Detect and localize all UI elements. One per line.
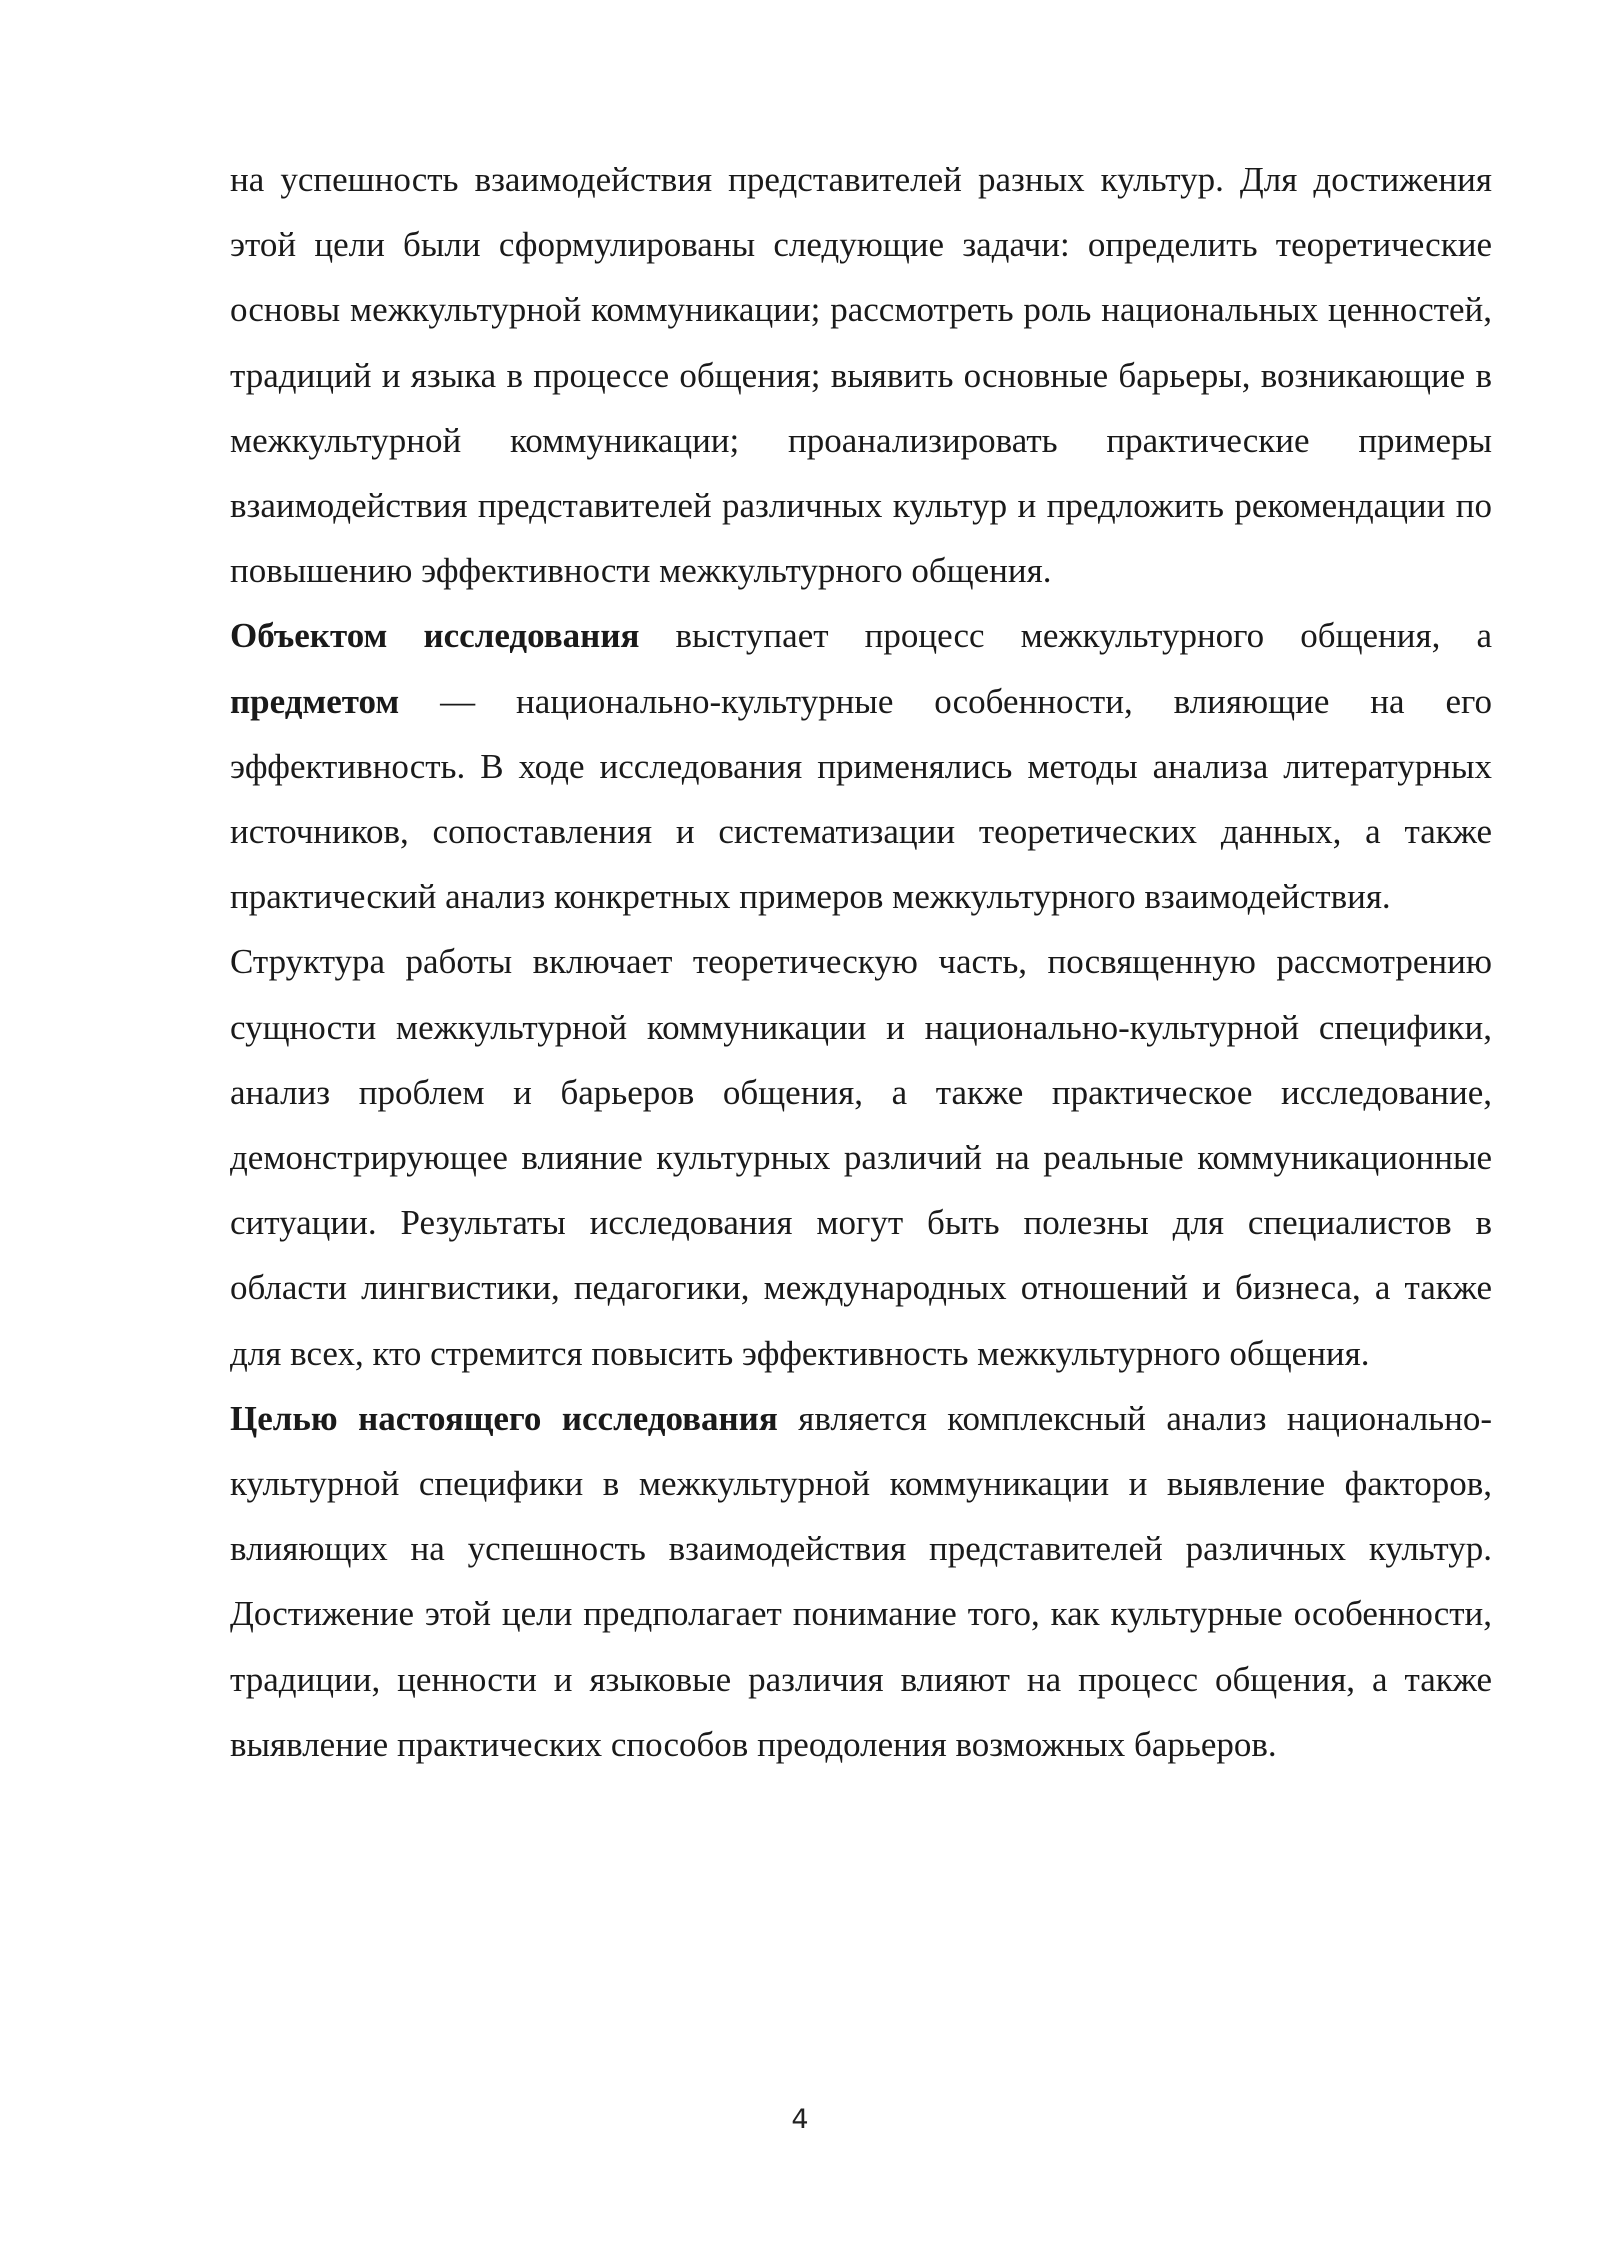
paragraph-structure bbox=[230, 929, 1492, 1385]
bold-term-goal: Целью настоящего исследования bbox=[230, 1398, 778, 1438]
paragraph-goal bbox=[230, 1386, 1492, 1777]
paragraph-text: — национально-культурные особенности, влияющие на его эффективность. В ходе исследования применялись методы анализа литературных источников, сопоставления и систематизации теоретических данных, а также практический анализ конкретных примеров межкультурного взаимодействия. bbox=[230, 681, 1492, 917]
paragraph-text: Структура работы включает теоретическую часть, посвященную рассмотрению сущности межкультурной коммуникации и национально-культурной специфики, анализ проблем и барьеров общения, а также практическое исследование, демонстрирующее влияние культурных различий на реальные коммуникационные ситуации. Результаты исследования могут быть полезны для специалистов в области лингвистики, педагогики, международных отношений и бизнеса, а также для всех, кто стремится повысить эффективность межкультурного общения. bbox=[230, 942, 1492, 1373]
paragraph-text: является комплексный анализ национально-культурной специфики в межкультурной коммуникации и выявление факторов, влияющих на успешность взаимодействия представителей различных культур. Достижение этой цели предполагает понимание того, как культурные особенности, традиции, ценности и языковые различия влияют на процесс общения, а также выявление практических способов преодоления возможных барьеров. bbox=[230, 1398, 1493, 1764]
paragraph-tasks bbox=[230, 147, 1492, 603]
body-text bbox=[230, 147, 1492, 1777]
paragraph-object-subject bbox=[230, 603, 1492, 929]
page-number: 4 bbox=[791, 2104, 809, 2135]
paragraph-text-middle: выступает процесс межкультурного общения, а bbox=[639, 616, 1493, 656]
paragraph-text: на успешность взаимодействия представителей разных культур. Для достижения этой цели были сформулированы следующие задачи: определить теоретические основы межкультурной коммуникации; рассмотреть роль национальных ценностей, традиций и языка в процессе общения; выявить основные барьеры, возникающие в межкультурной коммуникации; проанализировать практические примеры взаимодействия представителей различных культур и предложить рекомендации по повышению эффективности межкультурного общения. bbox=[230, 160, 1492, 591]
bold-term-object: Объектом исследования bbox=[230, 616, 640, 656]
bold-term-subject: предметом bbox=[230, 681, 400, 721]
